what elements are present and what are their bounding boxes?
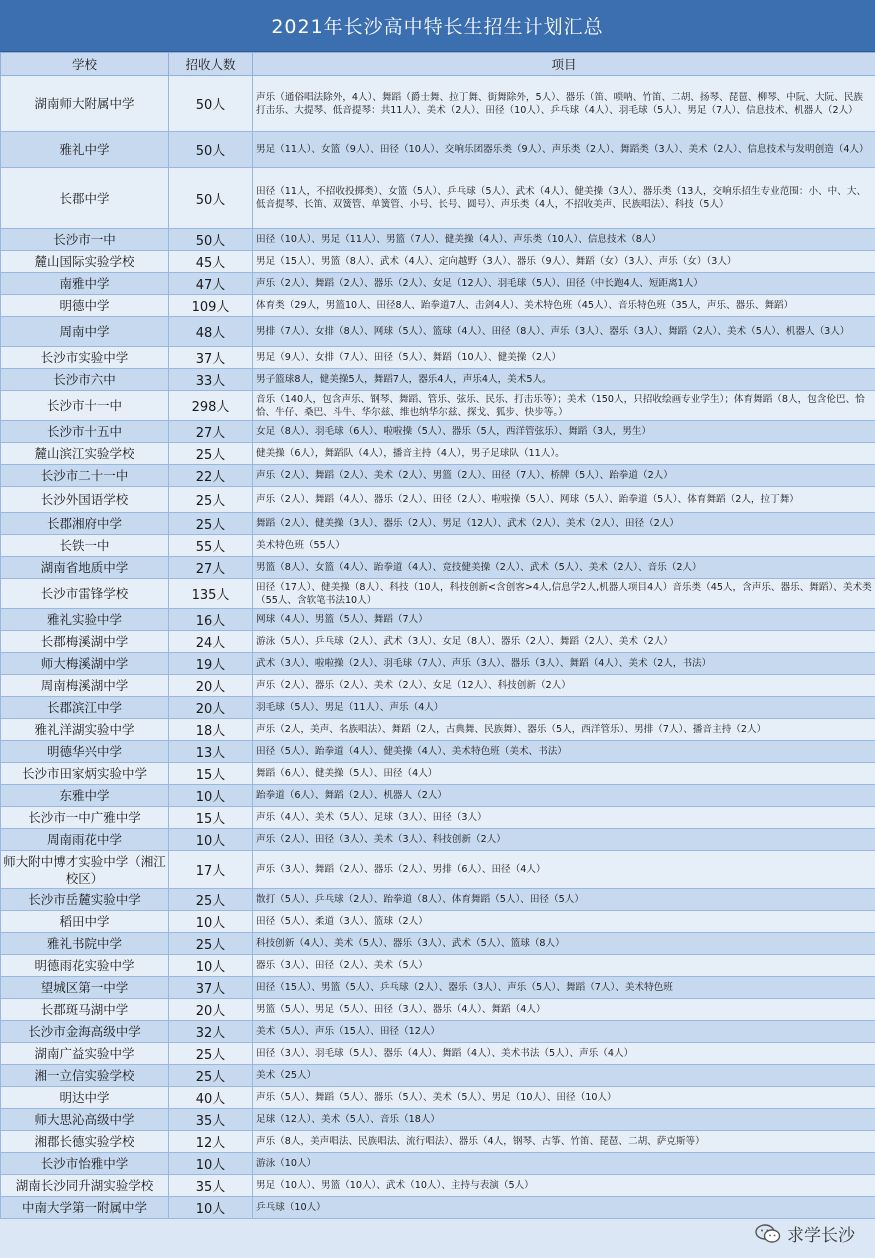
school-cell: 周南雨花中学 [1, 829, 169, 851]
items-cell: 男足（9人）、女排（7人）、田径（5人）、舞蹈（10人）、健美操（2人） [253, 347, 875, 369]
items-cell: 声乐（2人）、舞蹈（4人）、器乐（2人）、田径（2人）、啦啦操（5人）、网球（5人）、跆拳道（5人）、体育舞蹈（2人，拉丁舞） [253, 487, 875, 513]
items-cell: 游泳（5人）、乒乓球（2人）、武术（3人）、女足（8人）、器乐（2人）、舞蹈（2人）、美术（2人） [253, 631, 875, 653]
table-row [1, 1131, 875, 1153]
watermark-text: 求学长沙 [787, 1226, 855, 1246]
table-header-row [1, 53, 875, 76]
school-cell: 麓山国际实验学校 [1, 251, 169, 273]
items-cell: 游泳（10人） [253, 1153, 875, 1175]
items-cell: 声乐（2人，美声、名族唱法）、舞蹈（2人，古典舞、民族舞）、器乐（5人，西洋管乐）、男排（7人）、播音主持（2人） [253, 719, 875, 741]
table-row [1, 851, 875, 889]
school-cell: 长沙市田家炳实验中学 [1, 763, 169, 785]
school-cell: 长铁一中 [1, 535, 169, 557]
column-header-count: 招收人数 [169, 53, 253, 76]
items-cell: 声乐（通俗唱法除外，4人）、舞蹈（爵士舞、拉丁舞、街舞除外，5人）、器乐（笛、唢呐、竹笛、二胡、扬琴、琵琶、柳琴、中阮、大阮、民族打击乐、大提琴、低音提琴：共11人）、美术（2人）、田径（10人）、乒乓球（4人）、羽毛球（5人）、男足（7人）、信息技术、机器人（2人） [253, 76, 875, 132]
school-cell: 师大梅溪湖中学 [1, 653, 169, 675]
count-cell: 50人 [169, 76, 253, 132]
items-cell: 声乐（2人）、舞蹈（2人）、器乐（2人）、女足（12人）、羽毛球（5人）、田径（中长跑4人、短距离1人） [253, 273, 875, 295]
count-cell: 10人 [169, 829, 253, 851]
items-cell: 声乐（8人，美声唱法、民族唱法、流行唱法）、器乐（4人，钢琴、古筝、竹笛、琵琶、二胡、萨克斯等） [253, 1131, 875, 1153]
table-row [1, 1109, 875, 1131]
count-cell: 20人 [169, 675, 253, 697]
school-cell: 雅礼书院中学 [1, 933, 169, 955]
school-cell: 长沙市岳麓实验中学 [1, 889, 169, 911]
items-cell: 男足（15人）、男篮（8人）、武术（4人）、定向越野（3人）、器乐（9人）、舞蹈（女）（3人）、声乐（女）（3人） [253, 251, 875, 273]
count-cell: 20人 [169, 697, 253, 719]
items-cell: 美术（5人）、声乐（15人）、田径（12人） [253, 1021, 875, 1043]
table-row [1, 1021, 875, 1043]
items-cell: 乒乓球（10人） [253, 1197, 875, 1219]
count-cell: 27人 [169, 421, 253, 443]
school-cell: 长郡滨江中学 [1, 697, 169, 719]
items-cell: 武术（3人）、啦啦操（2人）、羽毛球（7人）、声乐（3人）、器乐（3人）、舞蹈（4人）、美术（2人，书法） [253, 653, 875, 675]
count-cell: 12人 [169, 1131, 253, 1153]
count-cell: 10人 [169, 955, 253, 977]
school-cell: 稻田中学 [1, 911, 169, 933]
table-row [1, 421, 875, 443]
enrollment-table [0, 52, 875, 1219]
count-cell: 37人 [169, 347, 253, 369]
items-cell: 科技创新（4人）、美术（5人）、器乐（3人）、武术（5人）、篮球（8人） [253, 933, 875, 955]
column-header-items: 项目 [253, 53, 875, 76]
table-row [1, 1087, 875, 1109]
table-row [1, 76, 875, 132]
wechat-icon [755, 1224, 781, 1244]
table-row [1, 295, 875, 317]
items-cell: 男足（10人）、男篮（10人）、武术（10人）、主持与表演（5人） [253, 1175, 875, 1197]
items-cell: 体育类（29人，男篮10人、田径8人、跆拳道7人、击剑4人）、美术特色班（45人）、音乐特色班（35人，声乐、器乐、舞蹈） [253, 295, 875, 317]
school-cell: 周南中学 [1, 317, 169, 347]
items-cell: 田径（15人）、男篮（5人）、乒乓球（2人）、器乐（3人）、声乐（5人）、舞蹈（7人）、美术特色班 [253, 977, 875, 999]
table-row [1, 1175, 875, 1197]
school-cell: 雅礼洋湖实验中学 [1, 719, 169, 741]
count-cell: 298人 [169, 391, 253, 421]
count-cell: 45人 [169, 251, 253, 273]
page-title: 2021年长沙高中特长生招生计划汇总 [0, 0, 875, 52]
items-cell: 足球（12人）、美术（5人）、音乐（18人） [253, 1109, 875, 1131]
school-cell: 周南梅溪湖中学 [1, 675, 169, 697]
count-cell: 55人 [169, 535, 253, 557]
table-row [1, 273, 875, 295]
school-cell: 明德中学 [1, 295, 169, 317]
school-cell: 中南大学第一附属中学 [1, 1197, 169, 1219]
table-row [1, 251, 875, 273]
items-cell: 男篮（5人）、男足（5人）、田径（3人）、器乐（4人）、舞蹈（4人） [253, 999, 875, 1021]
items-cell: 声乐（4人）、美术（5人）、足球（3人）、田径（3人） [253, 807, 875, 829]
count-cell: 22人 [169, 465, 253, 487]
school-cell: 长沙市十五中 [1, 421, 169, 443]
items-cell: 声乐（5人）、舞蹈（5人）、器乐（5人）、美术（5人）、男足（10人）、田径（10人） [253, 1087, 875, 1109]
items-cell: 网球（4人）、男篮（5人）、舞蹈（7人） [253, 609, 875, 631]
count-cell: 33人 [169, 369, 253, 391]
table-row [1, 911, 875, 933]
school-cell: 明德雨花实验中学 [1, 955, 169, 977]
count-cell: 10人 [169, 911, 253, 933]
table-row [1, 535, 875, 557]
count-cell: 25人 [169, 933, 253, 955]
school-cell: 长沙市雷锋学校 [1, 579, 169, 609]
table-row [1, 168, 875, 229]
count-cell: 109人 [169, 295, 253, 317]
items-cell: 健美操（6人），舞蹈队（4人），播音主持（4人），男子足球队（11人）。 [253, 443, 875, 465]
count-cell: 15人 [169, 763, 253, 785]
table-row [1, 557, 875, 579]
count-cell: 50人 [169, 229, 253, 251]
count-cell: 48人 [169, 317, 253, 347]
items-cell: 男足（11人）、女篮（9人）、田径（10人）、交响乐团器乐类（9人）、声乐类（2人）、舞蹈类（3人）、美术（2人）、信息技术与发明创造（4人） [253, 132, 875, 168]
table-row [1, 955, 875, 977]
count-cell: 35人 [169, 1175, 253, 1197]
count-cell: 25人 [169, 1065, 253, 1087]
count-cell: 10人 [169, 785, 253, 807]
school-cell: 长沙市怡雅中学 [1, 1153, 169, 1175]
items-cell: 声乐（3人）、舞蹈（2人）、器乐（2人）、男排（6人）、田径（4人） [253, 851, 875, 889]
count-cell: 10人 [169, 1153, 253, 1175]
table-row [1, 391, 875, 421]
school-cell: 长沙外国语学校 [1, 487, 169, 513]
school-cell: 长沙市六中 [1, 369, 169, 391]
items-cell: 女足（8人）、羽毛球（6人）、啦啦操（5人）、器乐（5人，西洋管弦乐）、舞蹈（3人，男生） [253, 421, 875, 443]
count-cell: 40人 [169, 1087, 253, 1109]
items-cell: 田径（3人）、羽毛球（5人）、器乐（4人）、舞蹈（4人）、美术书法（5人）、声乐（4人） [253, 1043, 875, 1065]
school-cell: 湖南省地质中学 [1, 557, 169, 579]
count-cell: 25人 [169, 443, 253, 465]
count-cell: 25人 [169, 1043, 253, 1065]
table-row [1, 977, 875, 999]
items-cell: 舞蹈（6人）、健美操（5人）、田径（4人） [253, 763, 875, 785]
school-cell: 长郡梅溪湖中学 [1, 631, 169, 653]
table-row [1, 487, 875, 513]
count-cell: 25人 [169, 487, 253, 513]
school-cell: 东雅中学 [1, 785, 169, 807]
count-cell: 37人 [169, 977, 253, 999]
table-row [1, 369, 875, 391]
school-cell: 师大思沁高级中学 [1, 1109, 169, 1131]
items-cell: 舞蹈（2人）、健美操（3人）、器乐（2人）、男足（12人）、武术（2人）、美术（2人）、田径（2人） [253, 513, 875, 535]
items-cell: 跆拳道（6人）、舞蹈（2人）、机器人（2人） [253, 785, 875, 807]
school-cell: 湖南师大附属中学 [1, 76, 169, 132]
school-cell: 雅礼中学 [1, 132, 169, 168]
items-cell: 田径（17人）、健美操（8人）、科技（10人，科技创新<含创客>4人,信息学2人,机器人项目4人）音乐类（45人，含声乐、器乐、舞蹈）、美术类（55人、含软笔书法10人） [253, 579, 875, 609]
table-row [1, 933, 875, 955]
table-row [1, 741, 875, 763]
items-cell: 音乐（140人，包含声乐、钢琴、舞蹈、管乐、弦乐、民乐、打击乐等）；美术（150人，只招收绘画专业学生）；体育舞蹈（8人，包含伦巴、恰恰、牛仔、桑巴、斗牛、华尔兹、维也纳华尔兹、探戈、狐步、快步等。） [253, 391, 875, 421]
school-cell: 湖南长沙同升湖实验学校 [1, 1175, 169, 1197]
school-cell: 长沙市实验中学 [1, 347, 169, 369]
table-row [1, 317, 875, 347]
items-cell: 男子篮球8人，健美操5人，舞蹈7人，器乐4人，声乐4人，美术5人。 [253, 369, 875, 391]
table-row [1, 719, 875, 741]
count-cell: 16人 [169, 609, 253, 631]
items-cell: 田径（11人，不招收投掷类）、女篮（5人）、乒乓球（5人）、武术（4人）、健美操（3人）、器乐类（13人，交响乐招生专业范围：小、中、大、低音提琴、长笛、双簧管、单簧管、小号、长号、圆号）、声乐类（4人，不招收美声、民族唱法）、科技（5人） [253, 168, 875, 229]
table-row [1, 653, 875, 675]
count-cell: 15人 [169, 807, 253, 829]
table-row [1, 443, 875, 465]
school-cell: 长沙市金海高级中学 [1, 1021, 169, 1043]
count-cell: 47人 [169, 273, 253, 295]
school-cell: 湘一立信实验学校 [1, 1065, 169, 1087]
school-cell: 长郡湘府中学 [1, 513, 169, 535]
count-cell: 24人 [169, 631, 253, 653]
table-row [1, 697, 875, 719]
table-row [1, 807, 875, 829]
table-row [1, 1065, 875, 1087]
watermark [755, 1221, 855, 1246]
count-cell: 10人 [169, 1197, 253, 1219]
school-cell: 湘郡长德实验学校 [1, 1131, 169, 1153]
table-row [1, 1197, 875, 1219]
table-row [1, 1153, 875, 1175]
table-row [1, 889, 875, 911]
count-cell: 18人 [169, 719, 253, 741]
table-row [1, 229, 875, 251]
count-cell: 13人 [169, 741, 253, 763]
school-cell: 湖南广益实验中学 [1, 1043, 169, 1065]
table-row [1, 999, 875, 1021]
items-cell: 男篮（8人）、女篮（4人）、跆拳道（4人）、竞技健美操（2人）、武术（5人）、美术（2人）、音乐（2人） [253, 557, 875, 579]
school-cell: 长沙市一中广雅中学 [1, 807, 169, 829]
table-row [1, 675, 875, 697]
school-cell: 雅礼实验中学 [1, 609, 169, 631]
count-cell: 25人 [169, 889, 253, 911]
table-row [1, 347, 875, 369]
table-row [1, 579, 875, 609]
school-cell: 师大附中博才实验中学（湘江校区） [1, 851, 169, 889]
school-cell: 长沙市十一中 [1, 391, 169, 421]
items-cell: 田径（5人）、跆拳道（4人）、健美操（4人）、美术特色班（美术、书法） [253, 741, 875, 763]
count-cell: 27人 [169, 557, 253, 579]
items-cell: 田径（5人）、柔道（3人）、篮球（2人） [253, 911, 875, 933]
school-cell: 明达中学 [1, 1087, 169, 1109]
count-cell: 20人 [169, 999, 253, 1021]
column-header-school: 学校 [1, 53, 169, 76]
items-cell: 男排（7人）、女排（8人）、网球（5人）、篮球（4人）、田径（8人）、声乐（3人）、器乐（3人）、舞蹈（2人）、美术（5人）、机器人（3人） [253, 317, 875, 347]
school-cell: 长沙市一中 [1, 229, 169, 251]
table-row [1, 132, 875, 168]
school-cell: 明德华兴中学 [1, 741, 169, 763]
school-cell: 长郡斑马湖中学 [1, 999, 169, 1021]
items-cell: 散打（5人）、乒乓球（2人）、跆拳道（8人）、体育舞蹈（5人）、田径（5人） [253, 889, 875, 911]
school-cell: 长郡中学 [1, 168, 169, 229]
school-cell: 南雅中学 [1, 273, 169, 295]
items-cell: 田径（10人）、男足（11人）、男篮（7人）、健美操（4人）、声乐类（10人）、信息技术（8人） [253, 229, 875, 251]
count-cell: 19人 [169, 653, 253, 675]
count-cell: 35人 [169, 1109, 253, 1131]
table-row [1, 763, 875, 785]
count-cell: 32人 [169, 1021, 253, 1043]
count-cell: 25人 [169, 513, 253, 535]
table-row [1, 829, 875, 851]
items-cell: 声乐（2人）、田径（3人）、美术（3人）、科技创新（2人） [253, 829, 875, 851]
school-cell: 长沙市二十一中 [1, 465, 169, 487]
table-row [1, 1043, 875, 1065]
count-cell: 17人 [169, 851, 253, 889]
table-row [1, 785, 875, 807]
school-cell: 望城区第一中学 [1, 977, 169, 999]
items-cell: 羽毛球（5人）、男足（11人）、声乐（4人） [253, 697, 875, 719]
table-row [1, 513, 875, 535]
table-row [1, 631, 875, 653]
items-cell: 器乐（3人）、田径（2人）、美术（5人） [253, 955, 875, 977]
count-cell: 50人 [169, 132, 253, 168]
items-cell: 声乐（2人）、器乐（2人）、美术（2人）、女足（12人）、科技创新（2人） [253, 675, 875, 697]
items-cell: 声乐（2人）、舞蹈（2人）、美术（2人）、男篮（2人）、田径（7人）、桥牌（5人）、跆拳道（2人） [253, 465, 875, 487]
count-cell: 135人 [169, 579, 253, 609]
school-cell: 麓山滨江实验学校 [1, 443, 169, 465]
count-cell: 50人 [169, 168, 253, 229]
table-row [1, 465, 875, 487]
items-cell: 美术（25人） [253, 1065, 875, 1087]
table-row [1, 609, 875, 631]
items-cell: 美术特色班（55人） [253, 535, 875, 557]
